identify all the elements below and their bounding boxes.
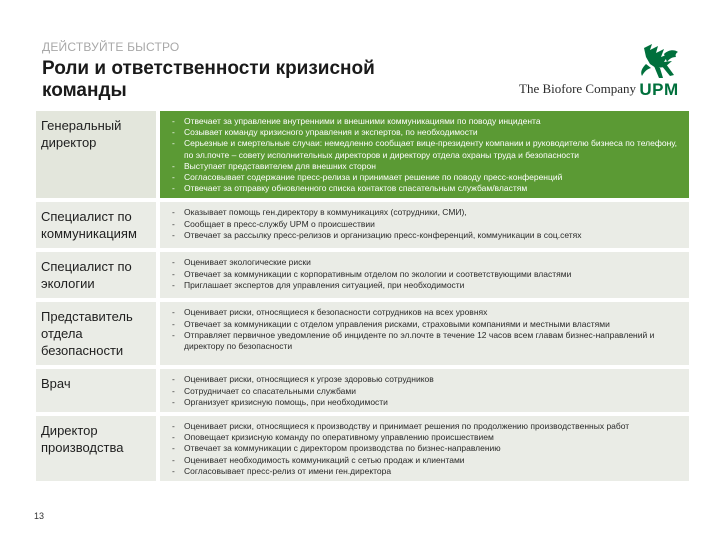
list-item: - Отвечает за управление внутренними и внешними коммуникациями по поводу инцидента: [172, 116, 681, 127]
list-item: - Приглашает экспертов для управления ситуацией, при необходимости: [172, 280, 681, 291]
kicker: ДЕЙСТВУЙТЕ БЫСТРО: [42, 40, 180, 54]
list-item: - Оповещает кризисную команду по оперативному управлению происшествием: [172, 432, 681, 443]
list-item: - Оценивает необходимость коммуникаций с сетью продаж и клиентами: [172, 455, 681, 466]
table-row: [36, 369, 689, 412]
list-item: - Отвечает за отправку обновленного списка контактов спасательным службам/властям: [172, 183, 681, 194]
roles-table: [36, 111, 689, 481]
list-item: - Выступает представителем для внешних сторон: [172, 161, 681, 172]
list-item: - Сообщает в пресс-службу UPM о происшествии: [172, 219, 681, 230]
list-item: - Оценивает риски, относящиеся к производству и принимает решения по продолжению производственных работ: [172, 421, 681, 432]
list-item: - Сотрудничает со спасательными службами: [172, 386, 681, 397]
list-item: - Оценивает риски, относящиеся к угрозе здоровью сотрудников: [172, 374, 681, 385]
responsibilities: [160, 111, 689, 198]
page-number: 13: [34, 511, 45, 521]
griffin-icon: [634, 42, 684, 80]
table-row: [36, 416, 689, 481]
list-item: - Оценивает риски, относящиеся к безопасности сотрудников на всех уровнях: [172, 307, 681, 318]
list-item: - Согласовывает пресс-релиз от имени ген.директора: [172, 466, 681, 477]
responsibilities: [160, 369, 689, 412]
role-name: Специалист по коммуникациям: [36, 202, 156, 248]
role-name: Представитель отдела безопасности: [36, 302, 156, 365]
responsibilities: [160, 202, 689, 248]
list-item: - Отвечает за коммуникации с директором производства по бизнес-направлению: [172, 443, 681, 454]
table-row: [36, 302, 689, 365]
list-item: - Оценивает экологические риски: [172, 257, 681, 268]
list-item: - Серьезные и смертельные случаи: немедленно сообщает вице-президенту компании и руководителю бизнеса по телефону, по эл.почте – совету исполнительных директоров и директору отдела охраны труда и безопасности: [172, 138, 681, 160]
responsibilities: [160, 252, 689, 298]
upm-logo: [634, 42, 684, 102]
role-name: Директор производства: [36, 416, 156, 481]
role-name: Специалист по экологии: [36, 252, 156, 298]
role-name: Генеральный директор: [36, 111, 156, 198]
table-row: [36, 202, 689, 248]
list-item: - Отвечает за коммуникации с корпоративным отделом по экологии и соответствующими властями: [172, 269, 681, 280]
table-row: [36, 252, 689, 298]
list-item: - Отвечает за рассылку пресс-релизов и организацию пресс-конференций, коммуникации в соц.сетях: [172, 230, 681, 241]
list-item: - Организует кризисную помощь, при необходимости: [172, 397, 681, 408]
logo-text: UPM: [639, 80, 679, 99]
list-item: - Согласовывает содержание пресс-релиза и принимает решение по поводу пресс-конференций: [172, 172, 681, 183]
table-row: [36, 111, 689, 198]
list-item: - Отправляет первичное уведомление об инциденте по эл.почте в течение 12 часов всем главам бизнес-направлений и директору по безопасности: [172, 330, 681, 352]
list-item: - Отвечает за коммуникации с отделом управления рисками, страховыми компаниями и местными властями: [172, 319, 681, 330]
responsibilities: [160, 302, 689, 365]
list-item: - Созывает команду кризисного управления и экспертов, по необходимости: [172, 127, 681, 138]
list-item: - Оказывает помощь ген.директору в коммуникациях (сотрудники, СМИ),: [172, 207, 681, 218]
responsibilities: [160, 416, 689, 481]
page-title: Роли и ответственности кризисной команды: [42, 58, 375, 101]
role-name: Врач: [36, 369, 156, 412]
company-tagline: The Biofore Company: [519, 81, 636, 96]
